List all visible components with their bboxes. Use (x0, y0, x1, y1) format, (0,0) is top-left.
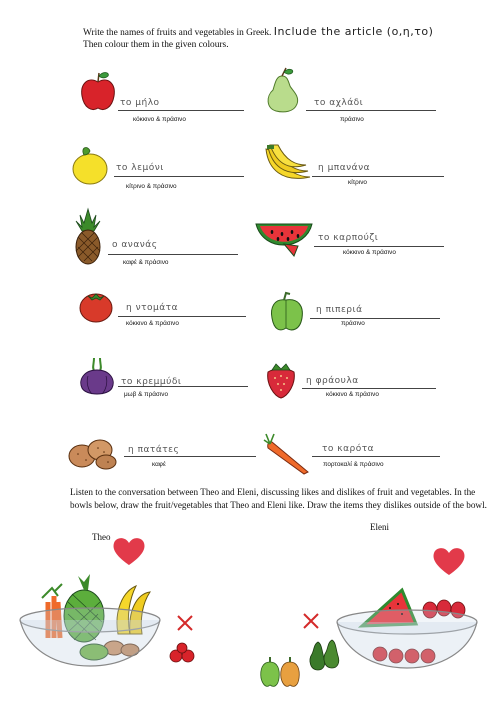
handwritten-note: Include the article (ο,η,το) (273, 25, 434, 38)
listening-instructions: Listen to the conversation between Theo and Eleni, discussing likes and dislikes of fruit and vegetables. In the bowls below, draw the fruit/vegetables that Theo and Eleni like. Draw the items they dislikes outside of the bowl. (70, 487, 487, 510)
watermelon-icon (254, 220, 314, 260)
colour-strawberry: κόκκινο & πράσινο (326, 391, 379, 398)
heart-icon (112, 536, 146, 566)
name-theo: Theo (92, 532, 111, 542)
peppers-outside (258, 656, 302, 690)
lemon-icon (70, 145, 110, 187)
cross-icon (176, 614, 194, 632)
answer-lemon: το λεμόνι (116, 163, 164, 173)
potato-icon (66, 434, 120, 470)
answer-tomato: η ντομάτα (126, 303, 179, 313)
answer-apple: το μήλο (120, 98, 160, 108)
cross-icon (302, 612, 320, 630)
instruction-line-1: Write the names of fruits and vegetables in Greek. (83, 28, 272, 38)
answer-strawberry: η φράουλα (306, 376, 359, 386)
colour-carrot: πορτοκαλί & πράσινο (323, 461, 384, 468)
answer-pepper: η πιπεριά (316, 305, 363, 315)
instruction-line-2: Then colour them in the given colours. (83, 40, 229, 50)
colour-pepper: πράσινο (341, 320, 365, 327)
pear-icon (262, 68, 302, 114)
name-eleni: Eleni (370, 522, 389, 532)
answer-line[interactable] (118, 386, 248, 387)
colour-onion: μωβ & πράσινο (124, 391, 169, 398)
colour-tomato: κόκκινο & πράσινο (126, 320, 179, 327)
answer-pineapple: ο ανανάς (112, 240, 158, 250)
tomatoes-outside (168, 640, 198, 666)
answer-line[interactable] (312, 456, 440, 457)
eleni-bowl (332, 580, 482, 672)
heart-icon (432, 546, 466, 576)
pepper-icon (268, 292, 304, 334)
colour-watermelon: κόκκινο & πράσινο (343, 249, 396, 256)
answer-carrot: το καρότα (322, 444, 375, 454)
colour-apple: κόκκινο & πράσινο (133, 116, 186, 123)
pears-outside (308, 636, 342, 672)
answer-line[interactable] (118, 316, 246, 317)
onion-icon (78, 356, 116, 398)
colour-banana: κίτρινο (348, 179, 367, 186)
pineapple-icon (72, 207, 104, 265)
answer-line[interactable] (306, 110, 436, 111)
answer-watermelon: το καρπούζι (318, 233, 379, 243)
answer-pear: το αχλάδι (314, 98, 364, 108)
banana-icon (262, 143, 314, 187)
answer-line[interactable] (314, 246, 444, 247)
colour-lemon: κίτρινο & πράσινο (126, 183, 177, 190)
answer-potato: η πατάτες (128, 445, 180, 455)
instructions (83, 26, 483, 51)
answer-line[interactable] (124, 456, 256, 457)
tomato-icon (78, 288, 114, 324)
colour-potato: καφέ (152, 461, 166, 468)
answer-banana: η μπανάνα (318, 163, 371, 173)
answer-line[interactable] (108, 254, 238, 255)
theo-bowl (18, 572, 168, 672)
answer-line[interactable] (118, 110, 244, 111)
answer-line[interactable] (310, 318, 440, 319)
answer-onion: το κρεμμύδι (121, 377, 182, 387)
apple-icon (80, 70, 116, 114)
colour-pear: πράσινο (340, 116, 364, 123)
answer-line[interactable] (114, 176, 244, 177)
carrot-icon (264, 432, 312, 476)
answer-line[interactable] (312, 176, 444, 177)
answer-line[interactable] (302, 388, 436, 389)
colour-pineapple: καφέ & πράσινο (123, 259, 169, 266)
strawberry-icon (264, 362, 298, 400)
